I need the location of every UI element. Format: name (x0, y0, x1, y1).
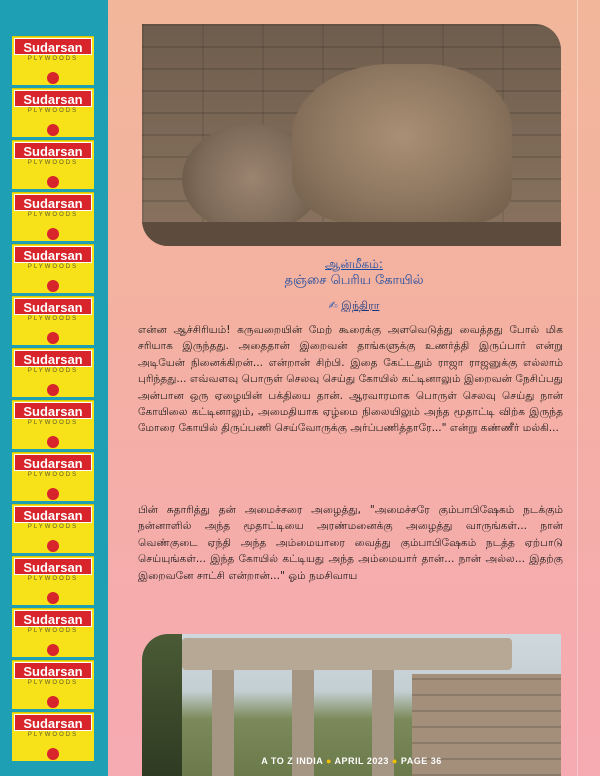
publication-name: A TO Z INDIA (261, 756, 323, 766)
brand-logo-icon (47, 72, 59, 84)
ad-brand: Sudarsan (14, 714, 92, 731)
ad-subtitle: PLYWOODS (27, 628, 79, 634)
bullet-icon: ● (325, 756, 332, 766)
ad-brand: Sudarsan (14, 610, 92, 627)
sudarsan-plywoods-ad[interactable] (12, 400, 94, 449)
temple-ruins-image (142, 634, 561, 776)
ad-subtitle: PLYWOODS (27, 472, 79, 478)
ad-brand: Sudarsan (14, 402, 92, 419)
ad-subtitle: PLYWOODS (27, 368, 79, 374)
sudarsan-plywoods-ad[interactable] (12, 556, 94, 605)
temple-elephant-sculpture-image (142, 24, 561, 246)
brand-logo-icon (47, 280, 59, 292)
ad-brand: Sudarsan (14, 194, 92, 211)
sudarsan-plywoods-ad[interactable] (12, 244, 94, 293)
brand-logo-icon (47, 176, 59, 188)
sudarsan-plywoods-ad[interactable] (12, 608, 94, 657)
section-label: ஆன்மீகம்: (325, 257, 383, 271)
palm-tree (142, 634, 182, 776)
brand-logo-icon (47, 384, 59, 396)
border-line (577, 0, 578, 776)
ad-brand: Sudarsan (14, 246, 92, 263)
page-number: PAGE 36 (400, 756, 442, 766)
ad-subtitle: PLYWOODS (27, 316, 79, 322)
ad-brand: Sudarsan (14, 38, 92, 55)
ad-brand: Sudarsan (14, 350, 92, 367)
ad-subtitle: PLYWOODS (27, 576, 79, 582)
ad-subtitle: PLYWOODS (27, 108, 79, 114)
page-footer (142, 756, 561, 766)
ad-subtitle: PLYWOODS (27, 160, 79, 166)
sudarsan-plywoods-ad[interactable] (12, 348, 94, 397)
ad-subtitle: PLYWOODS (27, 420, 79, 426)
brand-logo-icon (47, 332, 59, 344)
sudarsan-plywoods-ad[interactable] (12, 296, 94, 345)
brand-logo-icon (47, 592, 59, 604)
sudarsan-plywoods-ad[interactable] (12, 452, 94, 501)
ad-brand: Sudarsan (14, 662, 92, 679)
ad-brand: Sudarsan (14, 298, 92, 315)
brand-logo-icon (47, 540, 59, 552)
sudarsan-plywoods-ad[interactable] (12, 36, 94, 85)
sudarsan-plywoods-ad[interactable] (12, 192, 94, 241)
author-name: இந்திரா (341, 299, 380, 312)
ad-brand: Sudarsan (14, 142, 92, 159)
article-paragraph-2: பின் சுதாரித்து தன் அமைச்சரை அழைத்து, "அமைச்சரே கும்பாபிஷேகம் நடக்கும் நன்னாளில் அந்த மூதாட்டியை அரண்மனைக்கு அழைத்து வாருங்கள்... நான் வெண்குடை ஏந்தி அந்த அம்மையாரை வைத்து கும்பாபிஷேகம் நடத்த ஏற்பாடு செய்யுங்கள்... இந்த கோயில் கட்டியது அந்த அம்மையார் தான்... நான் அல்ல... இதற்கு இறைவனே சாட்சி என்றான்..." ஓம் நமசிவாய (138, 504, 563, 582)
brand-logo-icon (47, 124, 59, 136)
sudarsan-plywoods-ad[interactable] (12, 88, 94, 137)
advertisement-column (12, 36, 94, 761)
sudarsan-plywoods-ad[interactable] (12, 140, 94, 189)
ad-subtitle: PLYWOODS (27, 524, 79, 530)
brand-logo-icon (47, 228, 59, 240)
ad-brand: Sudarsan (14, 90, 92, 107)
sculpture-base (142, 222, 561, 246)
sudarsan-plywoods-ad[interactable] (12, 504, 94, 553)
left-sidebar (0, 0, 108, 776)
ad-subtitle: PLYWOODS (27, 56, 79, 62)
stone-lintel (182, 638, 512, 670)
ad-subtitle: PLYWOODS (27, 732, 79, 738)
ad-brand: Sudarsan (14, 558, 92, 575)
ad-subtitle: PLYWOODS (27, 264, 79, 270)
bullet-icon: ● (391, 756, 398, 766)
sudarsan-plywoods-ad[interactable] (12, 712, 94, 761)
sudarsan-plywoods-ad[interactable] (12, 660, 94, 709)
issue-date: APRIL 2023 (334, 756, 389, 766)
ad-subtitle: PLYWOODS (27, 212, 79, 218)
ad-brand: Sudarsan (14, 454, 92, 471)
brand-logo-icon (47, 436, 59, 448)
brand-logo-icon (47, 488, 59, 500)
article-heading (108, 256, 600, 290)
article-paragraph-1: என்ன ஆச்சிரியம்! கருவறையின் மேற் கூரைக்கு அளவெடுத்து வைத்தது போல் மிக சரியாக இருந்தது. அதைதான் இறைவன் தாங்களுக்கு உணர்த்தி இருப்பார் என்று அடியேன் நினைக்கிறன்... என்றான் சிற்பி. இதை கேட்டதும் ராஜா ராஜனுக்கு எல்லாம் புரிந்தது... எவ்வளவு பொருள் செலவு செய்து கோயில் கட்டினாலும் இறைவன் நேசிப்பது அன்பான ஒரு ஏழையின் பக்தியை தான். ஆரவாரமாக பொருள் செலவு செய்து நான் கோயிலை கட்டினாலும், அமைதியாக ஏழ்மை நிலையிலும் அந்த மூதாட்டி விற்க இருந்த மோரை கோயில் திருப்பணி செய்வோருக்கு அர்ப்பணித்தாரே..." என்று கண்ணீர் மல்கி... (138, 324, 563, 435)
pen-icon: ✍ (328, 299, 338, 312)
brand-logo-icon (47, 644, 59, 656)
article-title: தஞ்சை பெரிய கோயில் (284, 273, 424, 288)
ad-subtitle: PLYWOODS (27, 680, 79, 686)
brand-logo-icon (47, 696, 59, 708)
elephant-carving (292, 64, 512, 224)
brand-logo-icon (47, 748, 59, 760)
author-line (108, 298, 600, 314)
ad-brand: Sudarsan (14, 506, 92, 523)
